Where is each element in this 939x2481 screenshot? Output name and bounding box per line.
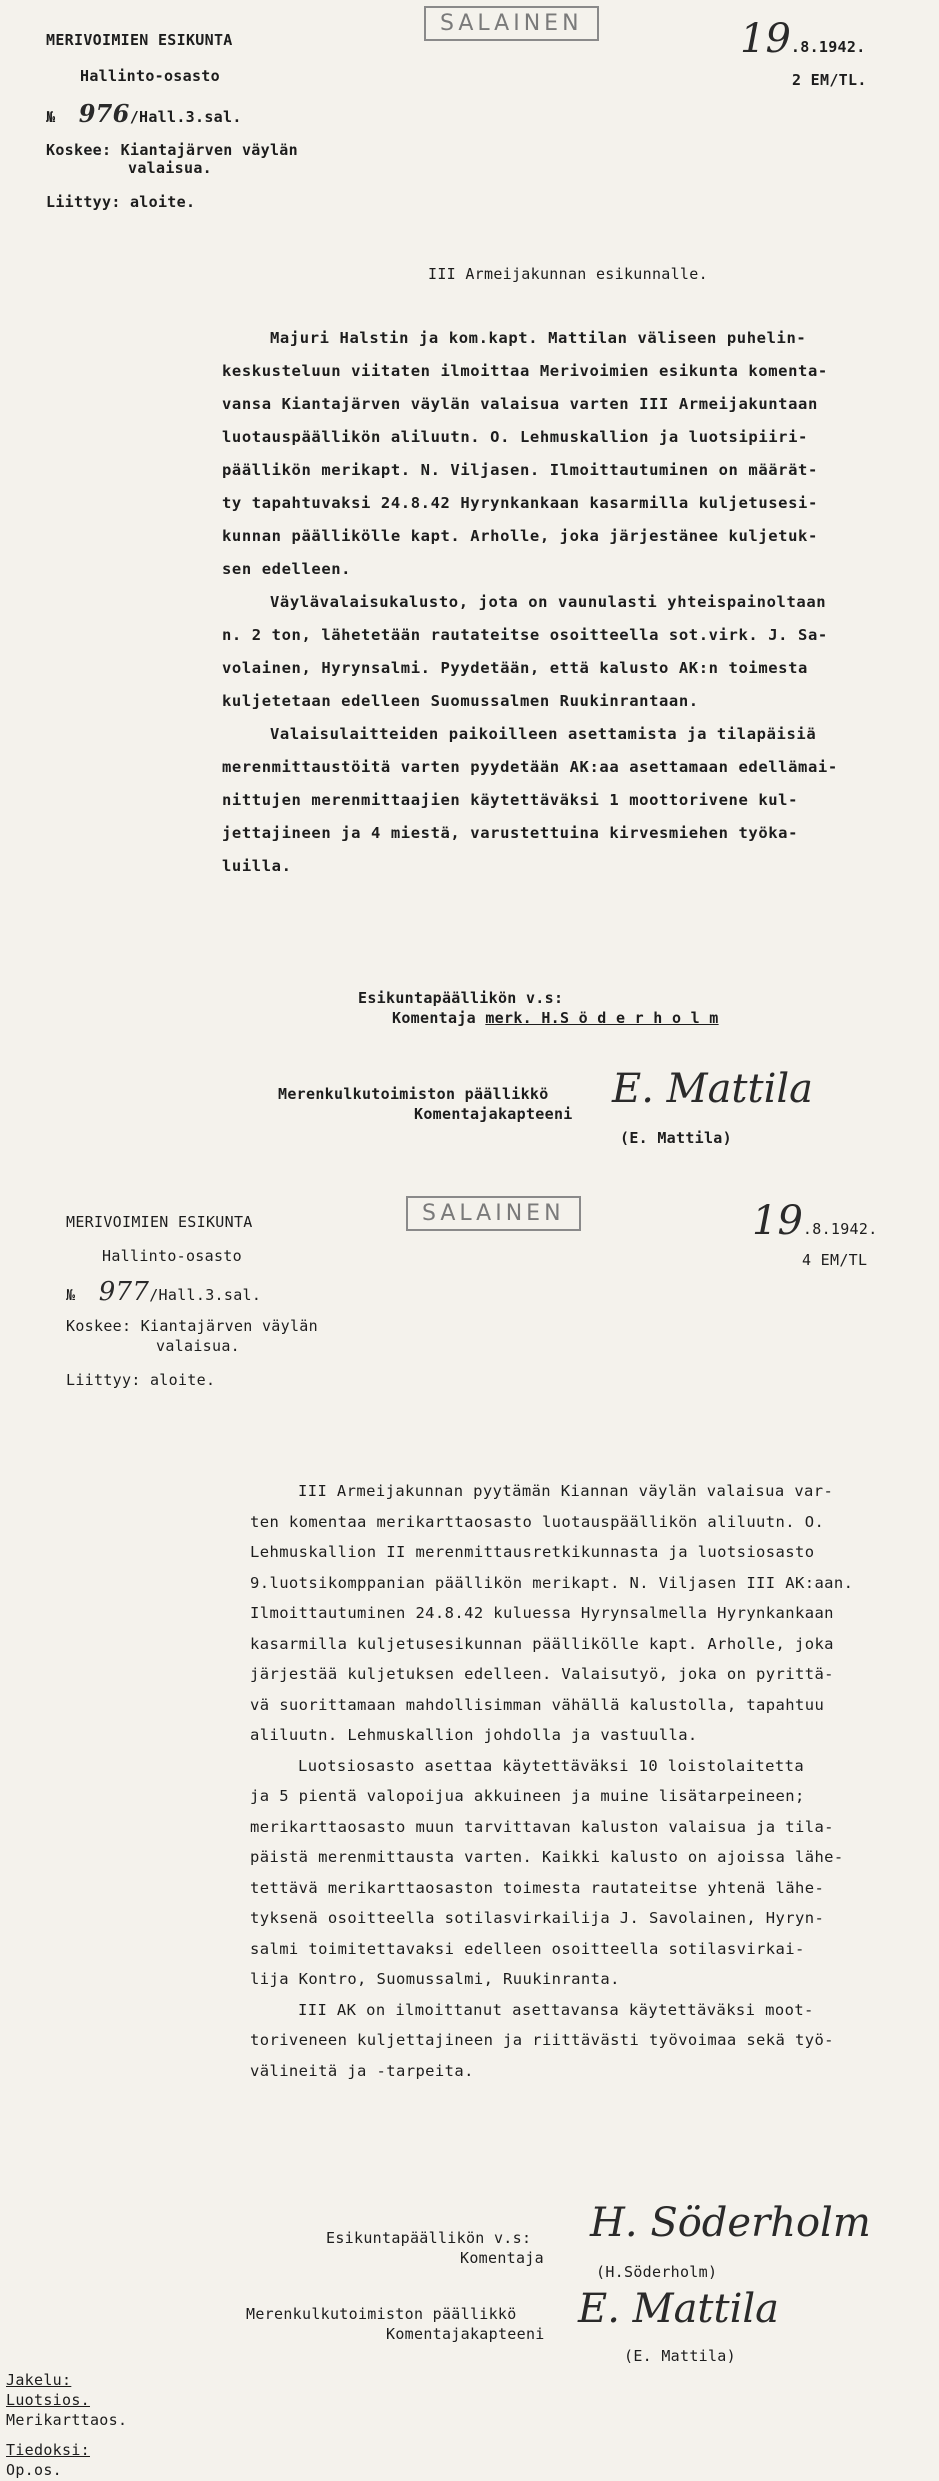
letter2-signature-2-handwritten: E. Mattila [578,2286,780,2332]
body-line: kunnan päällikölle kapt. Arholle, joka järjestänee kuljetuk- [222,527,818,545]
subject-label: Koskee: [46,141,112,159]
letter1-subject [46,140,298,160]
number-suffix: /Hall.3.sal. [149,1286,262,1304]
letter1-body [222,322,838,883]
date-handwritten: 19 [740,16,791,62]
body-line: III AK on ilmoittanut asettavansa käytettäväksi moot- [298,2000,814,2019]
distribution-item: Merikarttaos. [6,2411,128,2429]
letter2-signature-1-name: (H.Söderholm) [596,2263,718,2281]
body-line: vä suorittamaan mahdollisimman vähällä kalustolla, tapahtuu [250,1695,825,1714]
body-line: Valaisulaitteiden paikoilleen asettamista ja tilapäisiä [270,725,817,743]
letter2-signature-1-title: Esikuntapäällikön v.s: [326,2229,532,2247]
letter2-dept: Hallinto-osasto [102,1247,242,1265]
signature-1-rank-label: Komentaja [392,1009,476,1027]
body-line: vansa Kiantajärven väylän valaisua varten III Armeijakuntaan [222,395,818,413]
date-handwritten: 19 [752,1198,803,1244]
body-line: välineitä ja -tarpeita. [250,2061,474,2080]
body-line: ty tapahtuvaksi 24.8.42 Hyrynkankaan kasarmilla kuljetusesi- [222,494,818,512]
letter2-number [66,1277,262,1307]
letter1-secret-stamp: SALAINEN [424,6,599,41]
letter1-addressee: III Armeijakunnan esikunnalle. [428,265,708,283]
body-line: jettajineen ja 4 miestä, varustettuina kirvesmiehen työka- [222,824,799,842]
body-line: Majuri Halstin ja kom.kapt. Mattilan väliseen puhelin- [270,329,807,347]
letter2-signature-1-rank: Komentaja [460,2249,544,2267]
body-line: keskusteluun viitaten ilmoittaa Merivoimien esikunta komenta- [222,362,828,380]
body-line: aliluutn. Lehmuskallion johdolla ja vastuulla. [250,1726,698,1744]
letter2-signature-2-title: Merenkulkutoimiston päällikkö [246,2305,517,2323]
letter2-subject [66,1316,318,1336]
body-line: lija Kontro, Suomussalmi, Ruukinranta. [250,1970,620,1988]
body-line: n. 2 ton, lähetetään rautateitse osoitteella sot.virk. J. Sa- [222,626,828,644]
letter2-org: MERIVOIMIEN ESIKUNTA [66,1213,253,1231]
distribution-item: Luotsios. [6,2391,90,2409]
body-line: kuljetetaan edelleen Suomussalmen Ruukinrantaan. [222,692,699,710]
distribution-label: Jakelu: [6,2371,72,2389]
info-label: Tiedoksi: [6,2441,90,2459]
body-line: ja 5 pientä valopoijua akkuineen ja muine lisätarpeineen; [250,1787,805,1805]
body-line: ten komentaa merikarttaosasto luotauspäällikön aliluutn. O. [250,1512,825,1531]
letter2-signature-1-handwritten: H. Söderholm [590,2200,871,2246]
letter1-signature-1-rank [392,1008,719,1028]
subject-line-1: Kiantajärven väylän [140,1317,318,1335]
letter1-relates: Liittyy: aloite. [46,193,196,211]
letter2-date [752,1198,878,1244]
letter1-signature-2-name: (E. Mattila) [620,1129,732,1147]
body-line: salmi toimitettavaksi edelleen osoitteella sotilasvirkai- [250,1939,805,1958]
body-line: Luotsiosasto asettaa käytettäväksi 10 loistolaitetta [298,1756,805,1775]
body-line: Lehmuskallion II merenmittausretkikunnasta ja luotsiosasto [250,1543,815,1561]
body-line: tyksenä osoitteella sotilasvirkailija J. Savolainen, Hyryn- [250,1909,825,1927]
letter1-signature-2-rank: Komentajakapteeni [414,1105,573,1123]
subject-line-1: Kiantajärven väylän [120,141,298,159]
letter1-signature-2-handwritten: E. Mattila [612,1066,814,1112]
number-prefix: № [66,1286,76,1304]
body-line: luilla. [222,857,292,875]
body-line: luotauspäällikön aliluutn. O. Lehmuskallion ja luotsipiiri- [222,428,808,446]
letter1-signature-1-title: Esikuntapäällikön v.s: [358,989,564,1007]
letter1-reference: 2 EM/TL. [792,71,867,89]
letter2-secret-stamp: SALAINEN [406,1196,581,1231]
body-line: merikarttaosasto muun tarvittavan kaluston valaisua ja tila- [250,1817,834,1836]
letter1-subject-line-2: valaisua. [128,159,212,177]
number-handwritten: 977 [98,1277,150,1307]
body-line: järjestää kuljetuksen edelleen. Valaisutyö, joka on pyrittä- [250,1665,834,1683]
letter1-signature-2-title: Merenkulkutoimiston päällikkö [278,1085,549,1103]
letter2-subject-line-2: valaisua. [156,1337,240,1355]
letter1-org: MERIVOIMIEN ESIKUNTA [46,31,233,49]
body-line: päistä merenmittausta varten. Kaikki kalusto on ajoissa lähe- [250,1848,844,1866]
body-line: volainen, Hyrynsalmi. Pyydetään, että kalusto AK:n toimesta [222,659,808,677]
subject-label: Koskee: [66,1317,132,1335]
body-line: päällikön merikapt. N. Viljasen. Ilmoittautuminen on määrät- [222,461,818,479]
distribution-block [6,2370,127,2480]
info-item: Op.os. [6,2461,62,2479]
body-line: Ilmoittautuminen 24.8.42 kuluessa Hyrynsalmella Hyrynkankaan [250,1604,834,1622]
body-line: sen edelleen. [222,560,352,578]
signature-1-name: merk. H.S ö d e r h o l m [485,1009,719,1027]
body-line: merenmittaustöitä varten pyydetään AK:aa asettamaan edellämai- [222,758,838,776]
letter1-date [740,16,866,62]
letter2-relates: Liittyy: aloite. [66,1371,216,1389]
number-prefix: № [46,108,56,126]
letter2-signature-2-name: (E. Mattila) [624,2347,736,2365]
letter2-body [250,1476,853,2086]
body-line: Väylävalaisukalusto, jota on vaunulasti yhteispainoltaan [270,593,827,611]
date-suffix: .8.1942. [790,38,866,56]
body-line: 9.luotsikomppanian päällikön merikapt. N. Viljasen III AK:aan. [250,1573,854,1592]
number-suffix: /Hall.3.sal. [129,108,242,126]
body-line: kasarmilla kuljetusesikunnan päällikölle kapt. Arholle, joka [250,1634,834,1653]
body-line: nittujen merenmittaajien käytettäväksi 1 moottorivene kul- [222,791,799,809]
body-line: III Armeijakunnan pyytämän Kiannan väylän valaisua var- [298,1482,834,1500]
date-suffix: .8.1942. [802,1220,878,1238]
body-line: toriveneen kuljettajineen ja riittävästi työvoimaa sekä työ- [250,2031,834,2049]
letter1-dept: Hallinto-osasto [80,67,220,85]
number-handwritten: 976 [78,99,130,128]
letter1-number [46,99,242,128]
body-line: tettävä merikarttaosaston toimesta rautateitse yhtenä lähe- [250,1878,825,1897]
letter2-signature-2-rank: Komentajakapteeni [386,2325,545,2343]
letter2-reference: 4 EM/TL [802,1251,868,1269]
